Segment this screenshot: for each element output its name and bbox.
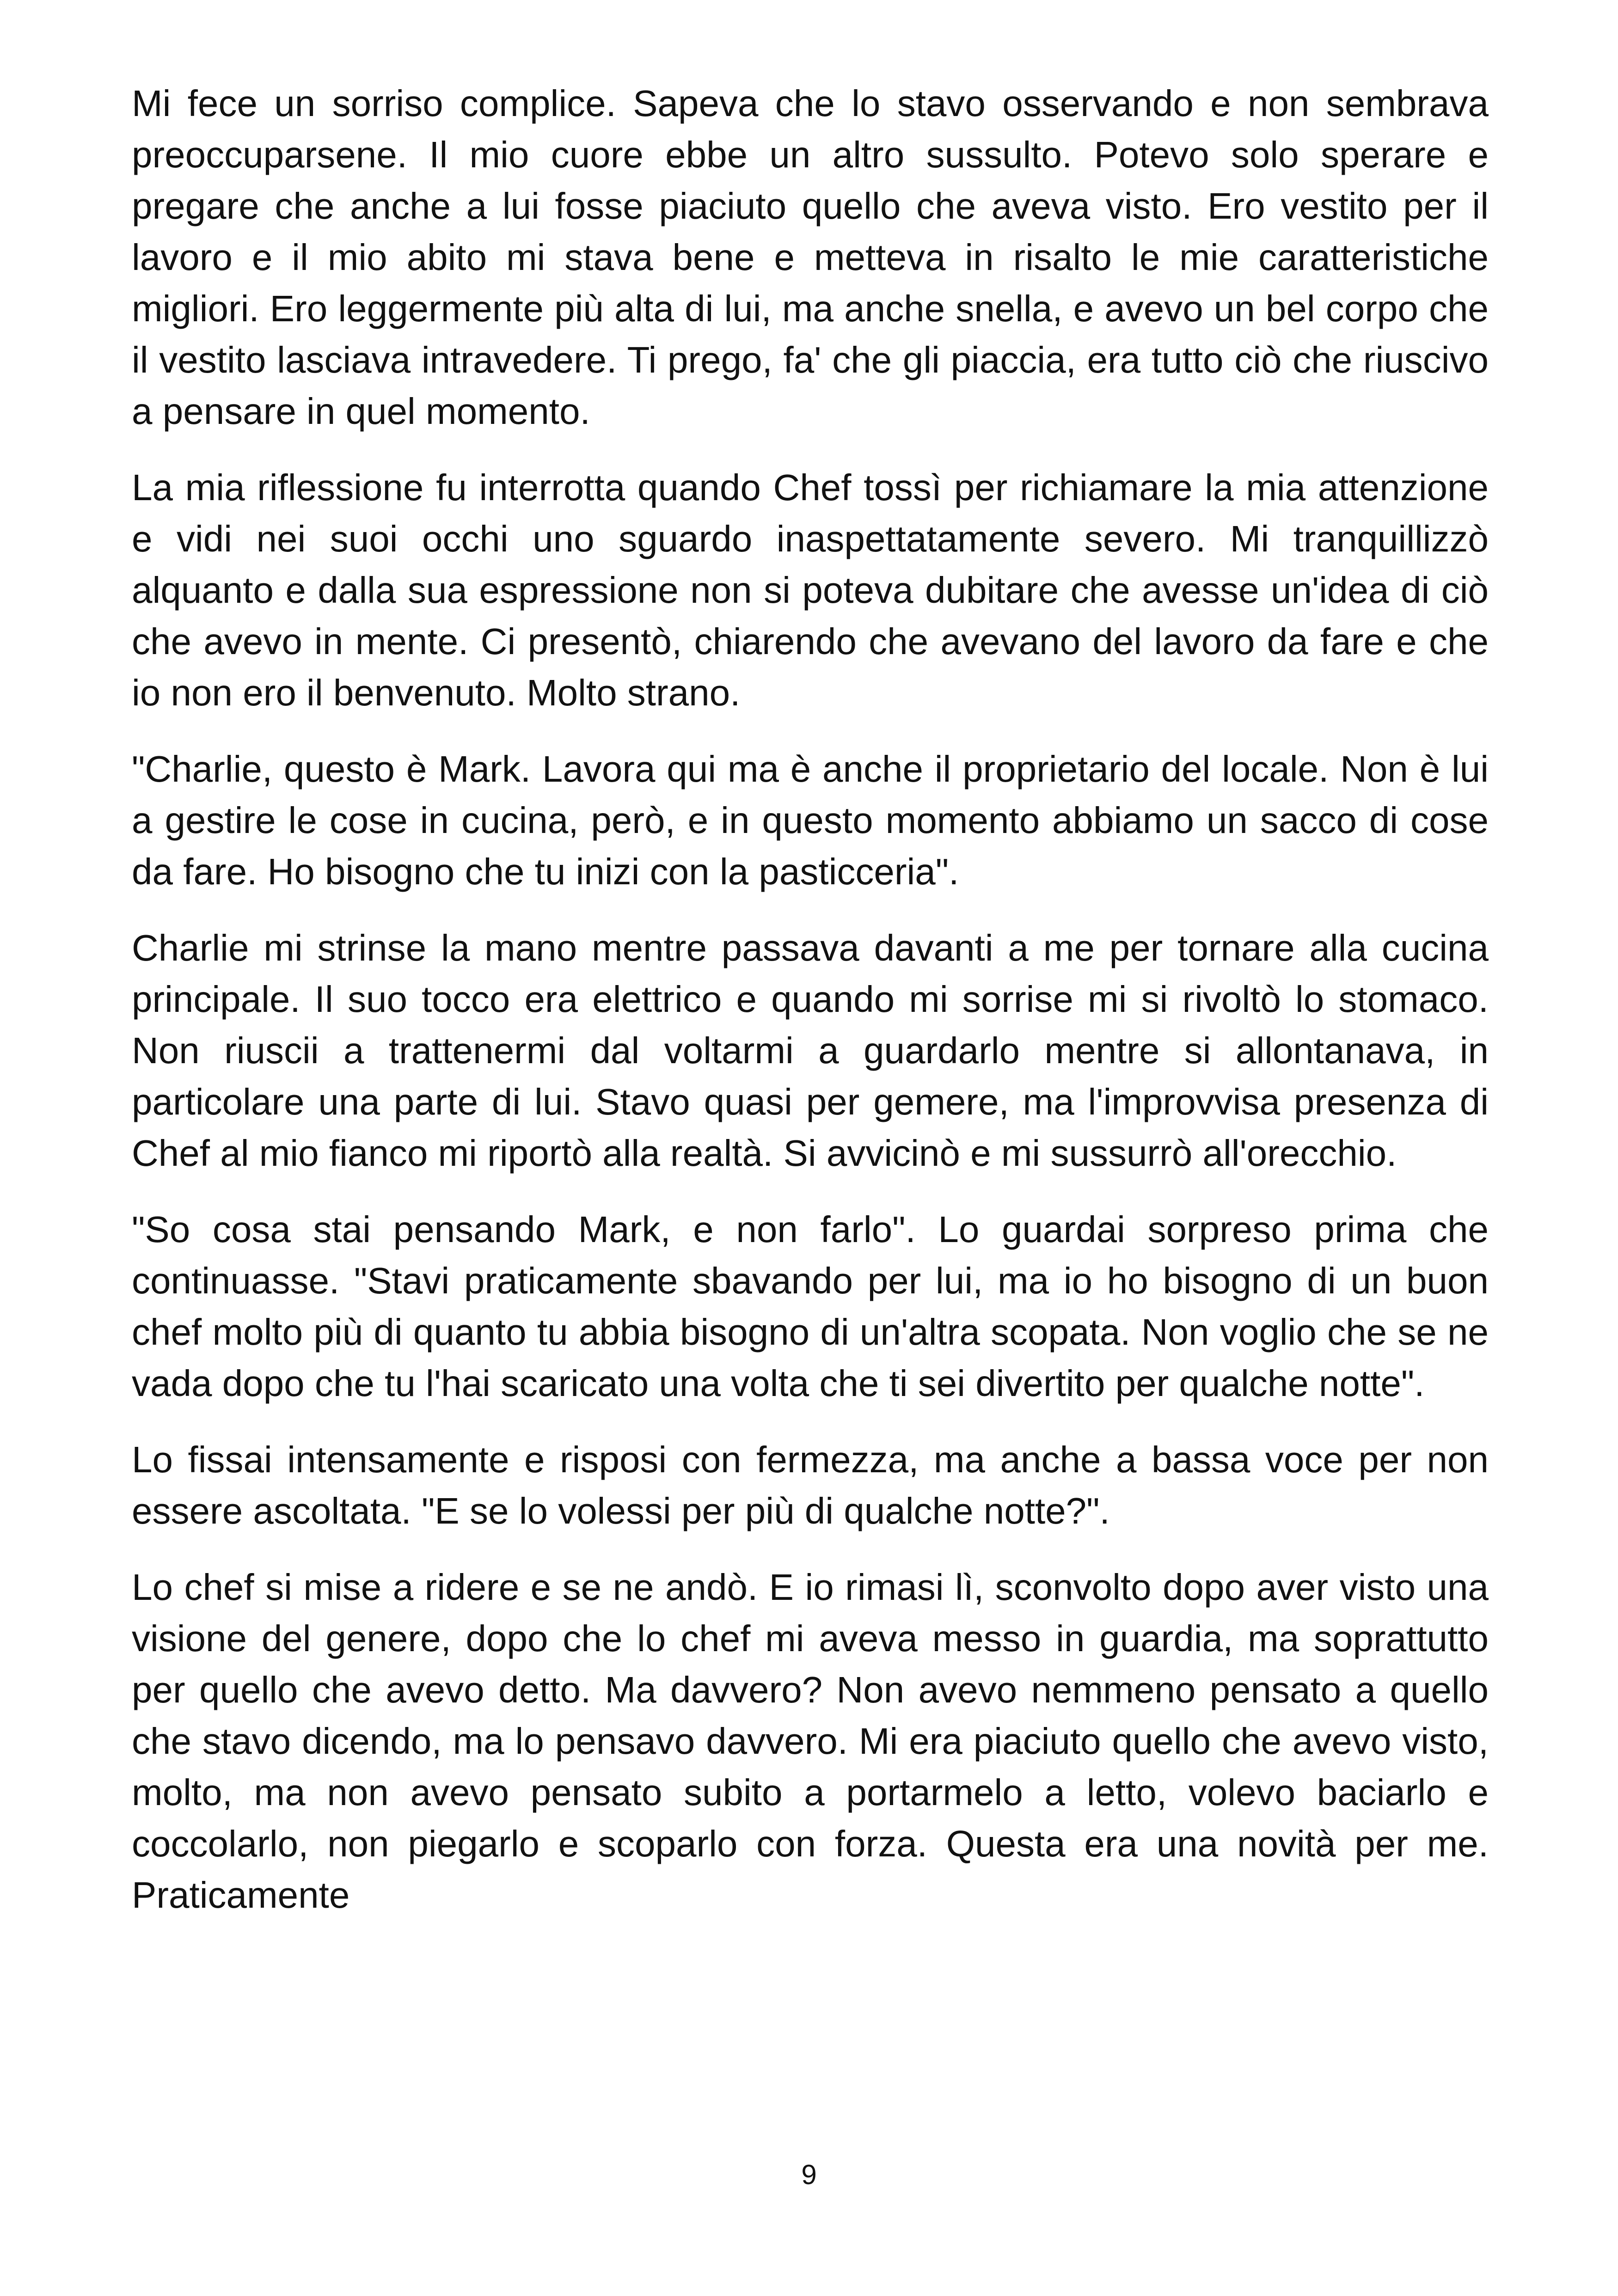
paragraph-3: "Charlie, questo è Mark. Lavora qui ma è anche il proprietario del locale. Non è lui a gestire le cose in cucina, però, e in questo momento abbiamo un sacco di cose da fare. Ho bisogno che tu inizi con la pasticceria". <box>132 748 1489 892</box>
paragraph-6: Lo fissai intensamente e risposi con fermezza, ma anche a bassa voce per non essere ascoltata. "E se lo volessi per più di qualche notte?". <box>132 1439 1489 1531</box>
page-number: 9 <box>801 2159 817 2190</box>
body-text <box>132 78 1489 1946</box>
paragraph-5: "So cosa stai pensando Mark, e non farlo". Lo guardai sorpreso prima che continuasse. "Stavi praticamente sbavando per lui, ma io ho bisogno di un buon chef molto più di quanto tu abbia bisogno di un'altra scopata. Non voglio che se ne vada dopo che tu l'hai scaricato una volta che ti sei divertito per qualche notte". <box>132 1209 1489 1404</box>
paragraph-7: Lo chef si mise a ridere e se ne andò. E io rimasi lì, sconvolto dopo aver visto una visione del genere, dopo che lo chef mi aveva messo in guardia, ma soprattutto per quello che avevo detto. Ma davvero? Non avevo nemmeno pensato a quello che stavo dicendo, ma lo pensavo davvero. Mi era piaciuto quello che avevo visto, molto, ma non avevo pensato subito a portarmelo a letto, volevo baciarlo e coccolarlo, non piegarlo e scoparlo con forza. Questa era una novità per me. Praticamente <box>132 1567 1489 1916</box>
paragraph-4: Charlie mi strinse la mano mentre passava davanti a me per tornare alla cucina principale. Il suo tocco era elettrico e quando mi sorrise mi si rivoltò lo stomaco. Non riuscii a trattenermi dal voltarmi a guardarlo mentre si allontanava, in particolare una parte di lui. Stavo quasi per gemere, ma l'improvvisa presenza di Chef al mio fianco mi riportò alla realtà. Si avvicinò e mi sussurrò all'orecchio. <box>132 927 1489 1174</box>
paragraph-2: La mia riflessione fu interrotta quando Chef tossì per richiamare la mia attenzione e vidi nei suoi occhi uno sguardo inaspettatamente severo. Mi tranquillizzò alquanto e dalla sua espressione non si poteva dubitare che avesse un'idea di ciò che avevo in mente. Ci presentò, chiarendo che avevano del lavoro da fare e che io non ero il benvenuto. Molto strano. <box>132 467 1489 713</box>
paragraph-1: Mi fece un sorriso complice. Sapeva che lo stavo osservando e non sembrava preoccuparsene. Il mio cuore ebbe un altro sussulto. Potevo solo sperare e pregare che anche a lui fosse piaciuto quello che aveva visto. Ero vestito per il lavoro e il mio abito mi stava bene e metteva in risalto le mie caratteristiche migliori. Ero leggermente più alta di lui, ma anche snella, e avevo un bel corpo che il vestito lasciava intravedere. Ti prego, fa' che gli piaccia, era tutto ciò che riuscivo a pensare in quel momento. <box>132 83 1489 432</box>
